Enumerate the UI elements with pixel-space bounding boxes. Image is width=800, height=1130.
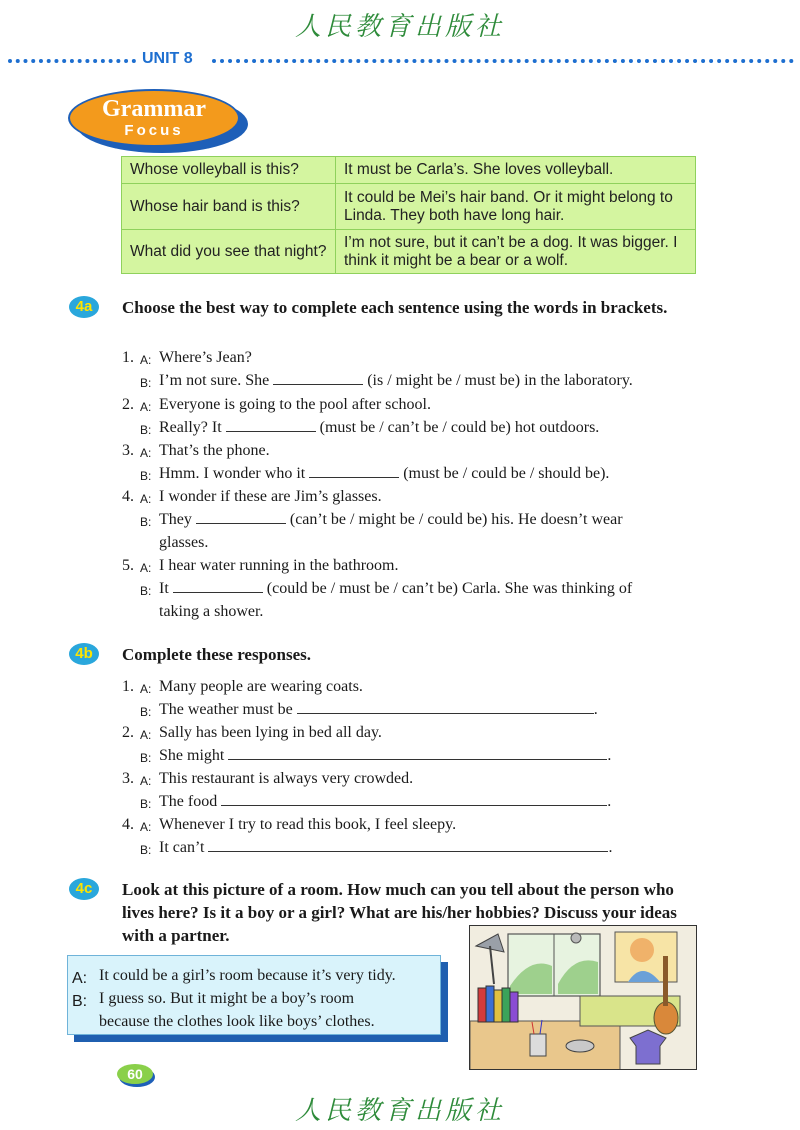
answer-cell: It must be Carla’s. She loves volleyball.	[336, 157, 696, 184]
speaker-b-continuation: taking a shower.	[159, 603, 264, 620]
speaker-b-label: B:	[140, 376, 152, 390]
answer-blank[interactable]	[273, 371, 363, 385]
question-cell: Whose volleyball is this?	[122, 157, 336, 184]
speaker-b-label: B:	[140, 584, 152, 598]
question-cell: What did you see that night?	[122, 230, 336, 274]
speaker-b-text: She might	[159, 747, 225, 764]
speaker-b-label: B:	[72, 993, 88, 1010]
question-cell: Whose hair band is this?	[122, 184, 336, 230]
exercise-4c-badge: 4c	[69, 878, 99, 900]
speaker-a-label: A:	[140, 820, 152, 834]
speaker-b-text: The weather must be	[159, 701, 293, 718]
item-number: 2.	[122, 724, 134, 741]
dialog-box	[67, 955, 441, 1035]
answer-cell: I’m not sure, but it can’t be a dog. It was bigger. I think it might be a bear or a wolf.	[336, 230, 696, 274]
grammar-focus-badge	[68, 89, 240, 147]
item-number: 4.	[122, 816, 134, 833]
speaker-a-label: A:	[140, 353, 152, 367]
speaker-a-text: It could be a girl’s room because it’s very tidy.	[99, 967, 396, 984]
speaker-b-continuation: glasses.	[159, 534, 209, 551]
speaker-a-text: I wonder if these are Jim’s glasses.	[159, 488, 382, 505]
period: .	[593, 701, 598, 718]
exercise-4a-badge: 4a	[69, 296, 99, 318]
speaker-a-text: Where’s Jean?	[159, 349, 252, 366]
speaker-a-text: Sally has been lying in bed all day.	[159, 724, 382, 741]
speaker-a-label: A:	[140, 774, 152, 788]
answer-blank[interactable]	[226, 418, 316, 432]
item-number: 1.	[122, 349, 134, 366]
period: .	[607, 793, 612, 810]
speaker-b-text: I’m not sure. She	[159, 372, 270, 389]
speaker-a-text: I hear water running in the bathroom.	[159, 557, 399, 574]
room-drawing	[470, 926, 697, 1070]
speaker-b-label: B:	[140, 751, 152, 765]
speaker-b-label: B:	[140, 469, 152, 483]
speaker-a-label: A:	[72, 970, 88, 987]
item-number: 3.	[122, 442, 134, 459]
period: .	[607, 747, 612, 764]
item-number: 4.	[122, 488, 134, 505]
exercise-4c-instruction: Look at this picture of a room. How much can you tell about the person who lives here? Is it a boy or a girl? What are his/her hobbies? Discuss your ideas with a partner.	[122, 880, 677, 945]
page-number: 60	[117, 1064, 153, 1084]
speaker-b-continuation: because the clothes look like boys’ clothes.	[99, 1013, 375, 1030]
speaker-b-options: (must be / can’t be / could be) hot outdoors.	[319, 419, 600, 436]
speaker-b-label: B:	[140, 515, 152, 529]
speaker-a-text: Everyone is going to the pool after school.	[159, 396, 431, 413]
answer-blank[interactable]	[173, 579, 263, 593]
speaker-b-text: Really? It	[159, 419, 222, 436]
grammar-focus-subtitle: Focus	[124, 122, 184, 139]
exercise-4b-instruction: Complete these responses.	[122, 645, 312, 664]
speaker-b-label: B:	[140, 705, 152, 719]
speaker-b-options: (is / might be / must be) in the laboratory.	[367, 372, 633, 389]
unit-label: UNIT 8	[142, 50, 193, 67]
speaker-a-text: That’s the phone.	[159, 442, 270, 459]
speaker-a-label: A:	[140, 492, 152, 506]
speaker-b-label: B:	[140, 423, 152, 437]
speaker-b-options: (can’t be / might be / could be) his. He doesn’t wear	[289, 511, 623, 528]
answer-blank[interactable]	[297, 700, 594, 714]
item-number: 5.	[122, 557, 134, 574]
speaker-b-options: (could be / must be / can’t be) Carla. She was thinking of	[266, 580, 633, 597]
speaker-b-options: (must be / could be / should be).	[403, 465, 610, 482]
exercise-4b-badge: 4b	[69, 643, 99, 665]
speaker-b-text: It	[159, 580, 169, 597]
answer-blank[interactable]	[221, 792, 607, 806]
speaker-a-label: A:	[140, 561, 152, 575]
speaker-a-text: Whenever I try to read this book, I feel sleepy.	[159, 816, 457, 833]
exercise-4a-instruction: Choose the best way to complete each sentence using the words in brackets.	[122, 298, 668, 317]
answer-blank[interactable]	[228, 746, 607, 760]
speaker-b-label: B:	[140, 797, 152, 811]
speaker-a-label: A:	[140, 446, 152, 460]
guitar-neck	[663, 956, 668, 1006]
publisher-header: 人民教育出版社	[294, 12, 505, 42]
table-row	[122, 184, 696, 230]
speaker-a-text: Many people are wearing coats.	[159, 678, 363, 695]
speaker-b-text: I guess so. But it might be a boy’s room	[99, 990, 355, 1007]
table-row	[122, 157, 696, 184]
item-number: 3.	[122, 770, 134, 787]
speaker-a-label: A:	[140, 682, 152, 696]
speaker-b-text: They	[159, 511, 192, 528]
unit-bar	[0, 48, 800, 72]
speaker-a-text: This restaurant is always very crowded.	[159, 770, 414, 787]
grammar-focus-title: Grammar	[102, 96, 206, 122]
period: .	[608, 839, 613, 856]
speaker-b-text: The food	[159, 793, 218, 810]
speaker-a-label: A:	[140, 728, 152, 742]
table-row	[122, 230, 696, 274]
dotted-rule-right	[212, 59, 794, 63]
speaker-a-label: A:	[140, 400, 152, 414]
answer-blank[interactable]	[196, 510, 286, 524]
item-number: 2.	[122, 396, 134, 413]
speaker-b-text: It can’t	[159, 839, 205, 856]
publisher-footer: 人民教育出版社	[294, 1096, 505, 1126]
speaker-b-label: B:	[140, 843, 152, 857]
item-number: 1.	[122, 678, 134, 695]
answer-blank[interactable]	[208, 838, 608, 852]
grammar-focus-table	[121, 156, 696, 274]
answer-blank[interactable]	[309, 464, 399, 478]
speaker-b-text: Hmm. I wonder who it	[159, 465, 306, 482]
room-illustration	[469, 925, 697, 1070]
answer-cell: It could be Mei’s hair band. Or it might belong to Linda. They both have long hair.	[336, 184, 696, 230]
dotted-rule-left	[8, 59, 136, 63]
